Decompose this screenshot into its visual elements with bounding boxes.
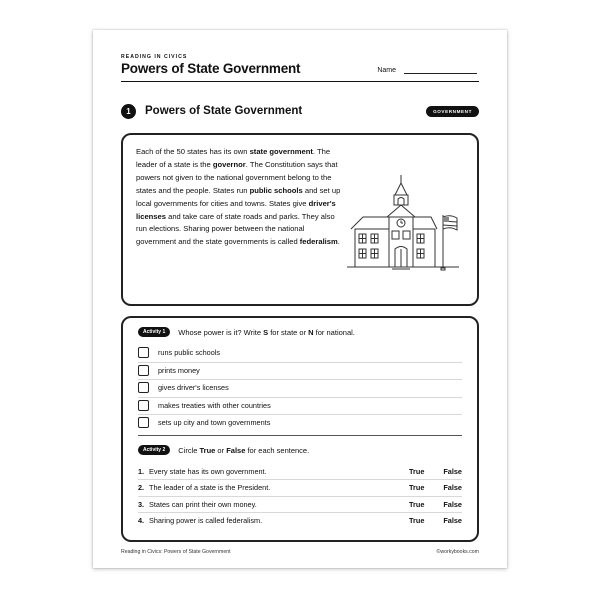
worksheet-page (93, 30, 507, 568)
key-term: driver's licenses (136, 198, 336, 221)
section-title: Powers of State Government (145, 105, 303, 117)
reading-passage (136, 146, 344, 249)
passage-text: and set up local governments for cities and towns. States give (136, 185, 341, 208)
series-label: READING IN CIVICS (121, 54, 188, 60)
key-term: governor (212, 159, 246, 169)
true-option[interactable]: True (409, 516, 425, 525)
true-option[interactable]: True (409, 499, 425, 509)
true-option[interactable]: True (409, 483, 425, 492)
activity1-instructions: Whose power is it? Write S for state or N for national. (178, 327, 355, 337)
key-term: public schools (249, 185, 303, 195)
key-term: federalism (299, 237, 338, 247)
false-option[interactable]: False (443, 466, 462, 476)
activity2-tag: Activity 2 (138, 445, 170, 455)
list-item: prints money (138, 362, 462, 381)
activity2-prompt (138, 445, 462, 455)
footer-copyright: ©workybooks.com (436, 549, 479, 555)
page-title: Powers of State Government (121, 61, 301, 76)
answer-box[interactable] (138, 382, 149, 393)
name-field[interactable] (377, 65, 477, 74)
false-option[interactable]: False (443, 499, 462, 509)
true-false-row: 4. Sharing power is called federalism. True False (138, 516, 462, 525)
list-item: gives driver's licenses (138, 379, 462, 398)
passage-text: . The Constitution says that powers not given to the national government belong to the states and the people. States run (136, 159, 338, 195)
name-label: Name (377, 67, 396, 74)
header-divider (121, 81, 479, 82)
section-header (121, 103, 479, 119)
true-option[interactable]: True (409, 466, 425, 476)
list-item: sets up city and town governments (138, 414, 462, 432)
answer-box[interactable] (138, 400, 149, 411)
answer-box[interactable] (138, 417, 149, 428)
false-option[interactable]: False (443, 483, 462, 492)
passage-text: . The leader of a state is the (136, 147, 331, 169)
schoolhouse-with-flag-icon (347, 173, 459, 273)
activity1-tag: Activity 1 (138, 327, 170, 337)
true-false-row: 1. Every state has its own government. True False (138, 463, 462, 480)
true-false-row: 3. States can print their own money. True False (138, 496, 462, 513)
footer-title: Reading in Civics: Powers of State Government (121, 549, 231, 555)
list-item: runs public schools (138, 344, 462, 363)
name-line[interactable] (404, 65, 477, 74)
reading-passage-box (121, 133, 479, 306)
section-number-badge: 1 (121, 104, 136, 119)
list-item: makes treaties with other countries (138, 397, 462, 416)
false-option[interactable]: False (443, 516, 462, 525)
passage-text: Each of the 50 states has its own (136, 147, 250, 156)
answer-box[interactable] (138, 347, 149, 358)
key-term: state government (249, 147, 313, 156)
activity1-prompt (138, 327, 462, 337)
activity2-instructions: Circle True or False for each sentence. (178, 445, 310, 455)
passage-text: . (337, 237, 340, 247)
activities-box (121, 316, 479, 542)
activity-divider (138, 435, 462, 436)
subject-tag: GOVERNMENT (426, 106, 479, 117)
passage-text: and take care of state roads and parks. They also run elections. Sharing power between the national government and the state governments is called (136, 211, 335, 247)
true-false-row: 2. The leader of a state is the President. True False (138, 480, 462, 497)
answer-box[interactable] (138, 365, 149, 376)
